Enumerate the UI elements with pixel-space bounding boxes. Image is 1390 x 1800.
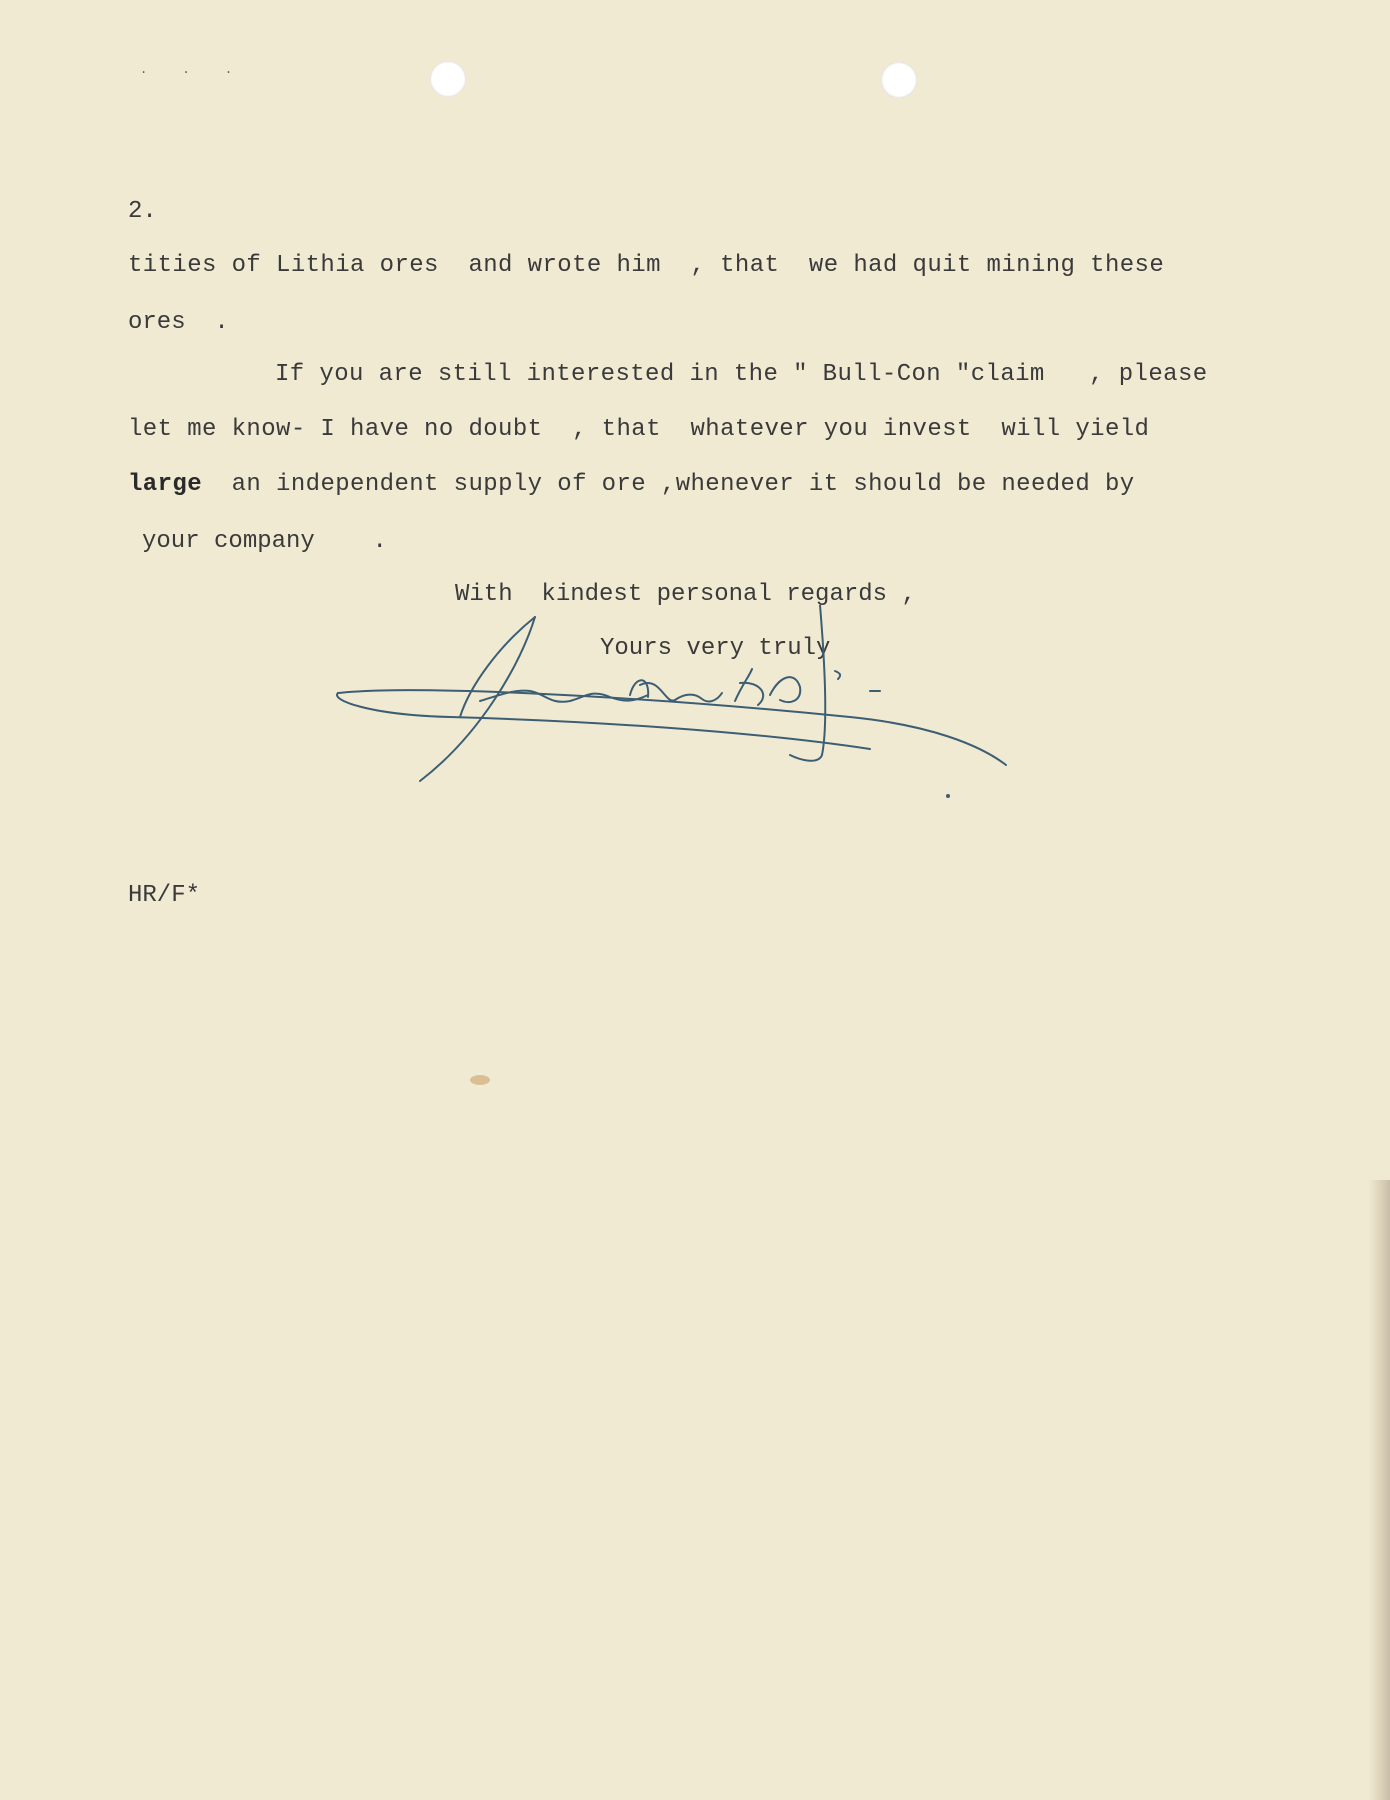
struck-out-word: large <box>128 471 203 498</box>
body-line: let me know- I have no doubt , that whatever you invest will yield <box>128 416 1150 443</box>
handwritten-signature <box>330 605 1020 805</box>
body-line-with-strikeover <box>128 473 1135 497</box>
body-line: ores . <box>128 309 229 336</box>
page-number: 2. <box>128 198 157 225</box>
punch-hole <box>881 62 917 98</box>
paper-specks: . . . <box>140 62 247 76</box>
valediction: Yours very truly <box>600 635 831 662</box>
closing-line: With kindest personal regards , <box>455 581 916 608</box>
body-line: If you are still interested in the " Bull-Con "claim , please <box>275 361 1208 388</box>
punch-hole <box>430 61 466 97</box>
ink-dot <box>946 794 950 798</box>
body-line: tities of Lithia ores and wrote him , that we had quit mining these <box>128 252 1165 279</box>
body-line-text: an independent supply of ore ,whenever it should be needed by <box>231 471 1135 498</box>
body-line: your company . <box>142 528 387 555</box>
paper-stain <box>470 1075 490 1085</box>
reference-initials: HR/F* <box>128 882 201 909</box>
